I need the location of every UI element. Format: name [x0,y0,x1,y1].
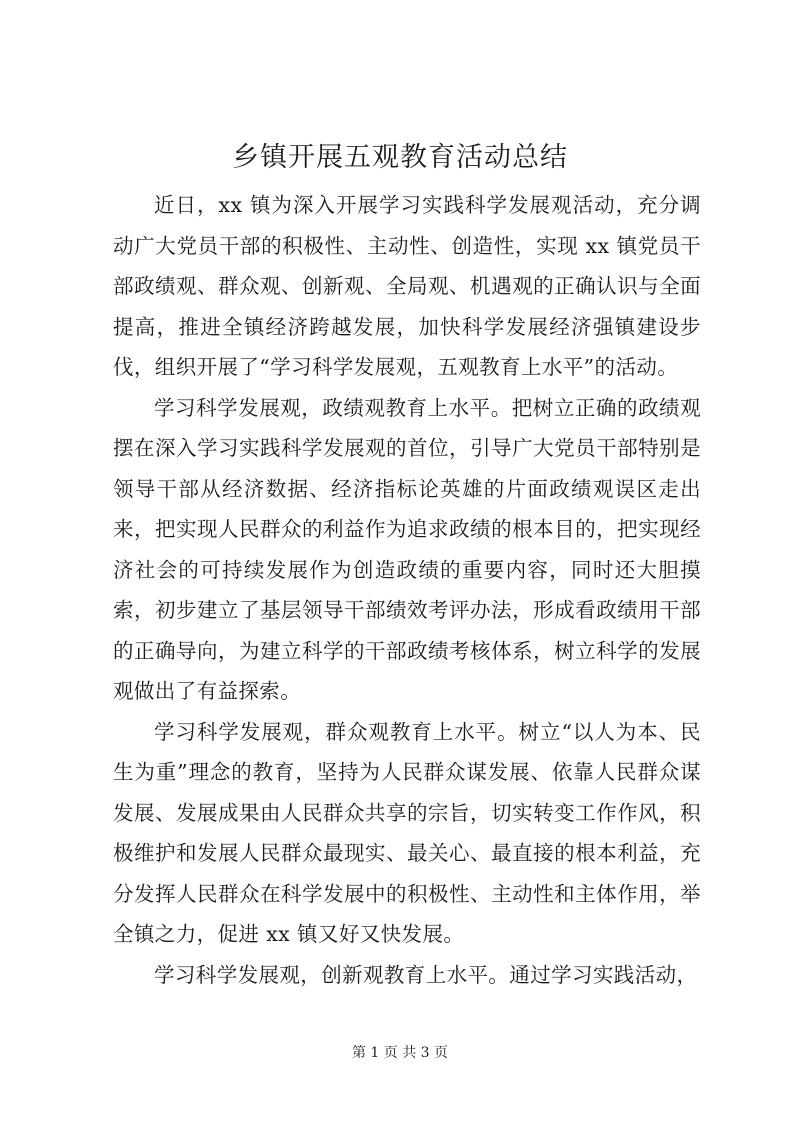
paragraph: 近日，xx 镇为深入开展学习实践科学发展观活动，充分调动广大党员干部的积极性、主动性、创造性，实现 xx 镇党员干部政绩观、群众观、创新观、全局观、机遇观的正确认识与全面提高，推进全镇经济跨越发展，加快科学发展经济强镇建设步伐，组织开展了“学习科学发展观，五观教育上水平”的活动。 [113,193,701,379]
paragraph: 学习科学发展观，群众观教育上水平。树立“以人为本、民生为重”理念的教育，坚持为人民群众谋发展、依靠人民群众谋发展、发展成果由人民群众共享的宗旨，切实转变工作作风，积极维护和发展人民群众最现实、最关心、最直接的根本利益，充分发挥人民群众在科学发展中的积极性、主动性和主体作用，举全镇之力，促进 xx 镇又好又快发展。 [113,719,701,946]
document-body [113,185,701,995]
page-number: 第 1 页 共 3 页 [351,1045,449,1061]
paragraph: 学习科学发展观，创新观教育上水平。通过学习实践活动， [154,962,698,987]
document-title: 乡镇开展五观教育活动总结 [232,142,568,173]
paragraph: 学习科学发展观，政绩观教育上水平。把树立正确的政绩观摆在深入学习实践科学发展观的首位，引导广大党员干部特别是领导干部从经济数据、经济指标论英雄的片面政绩观误区走出来，把实现人民群众的利益作为追求政绩的根本目的，把实现经济社会的可持续发展作为创造政绩的重要内容，同时还大胆摸索，初步建立了基层领导干部绩效考评办法，形成看政绩用干部的正确导向，为建立科学的干部政绩考核体系，树立科学的发展观做出了有益探索。 [113,395,701,703]
